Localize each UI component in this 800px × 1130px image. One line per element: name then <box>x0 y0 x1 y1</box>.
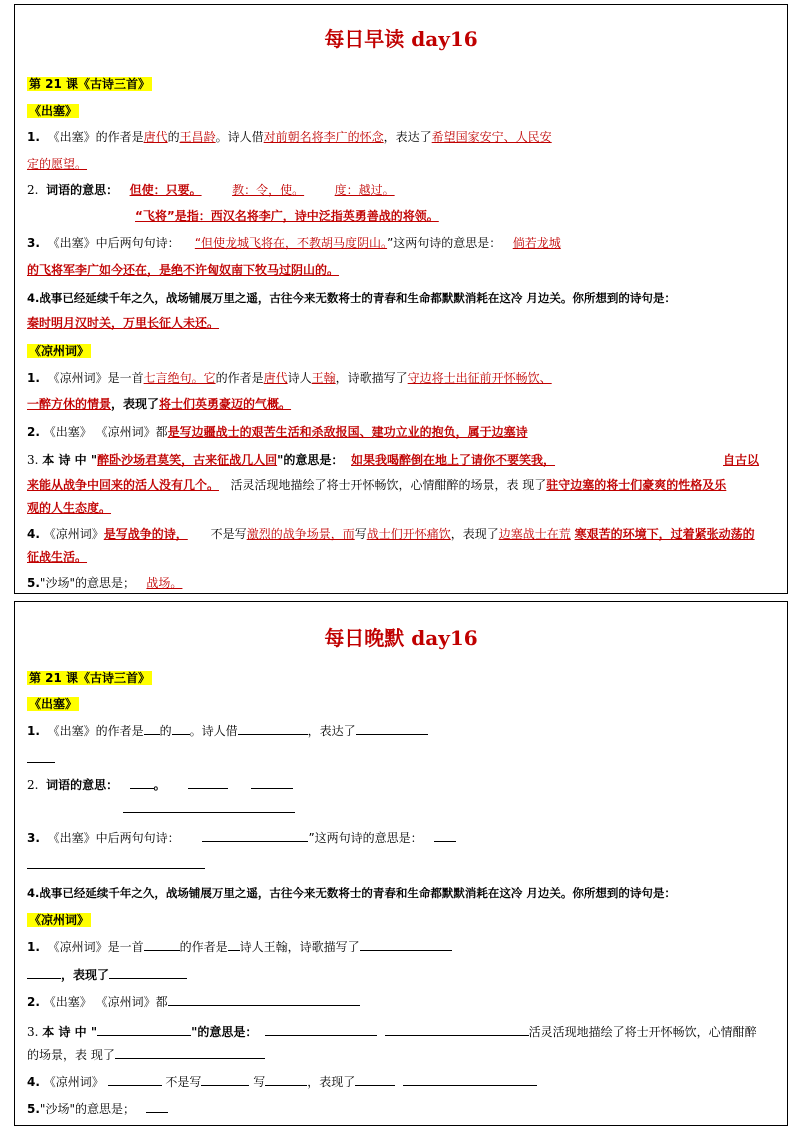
answer: “但使龙城飞将在，不教胡马度阴山。 <box>194 236 388 250</box>
blank-field[interactable] <box>27 856 205 869</box>
chusai-q4 <box>27 289 777 307</box>
liangzhou-q3-cont <box>27 1046 777 1064</box>
chusai-q1-cont <box>27 750 777 768</box>
q-text: 《凉州词》是一首 <box>47 371 144 385</box>
q-number: 4. <box>27 1075 40 1089</box>
liangzhou-q1 <box>27 369 777 387</box>
blank-field[interactable] <box>403 1073 537 1086</box>
blank-field[interactable] <box>202 829 308 842</box>
lesson-heading <box>27 75 777 93</box>
q-text: 活灵活现地描绘了将士开怀畅饮，心情酣醉 <box>528 1025 757 1039</box>
answer: 七言绝句。它 <box>143 371 216 385</box>
answer: 但使：只要。 <box>129 183 202 197</box>
answer: 如果我喝醉倒在地上了请你不要笑我， <box>351 453 556 467</box>
q-text: 《凉州词》 <box>43 1075 104 1089</box>
answer: 守边将士出征前开怀畅饮、 <box>407 371 552 385</box>
q-text: 《出塞》的作者是 <box>47 724 144 738</box>
q-text: ，表现了 <box>450 527 499 541</box>
liangzhou-q3-cont2 <box>27 499 777 517</box>
blank-field[interactable] <box>27 750 55 763</box>
answer: 是写边疆战士的艰苦生活和杀敌报国、建功立业的抱负，属于边塞诗 <box>167 425 528 439</box>
chusai-q2-cont <box>123 800 777 818</box>
q-number: 4. <box>27 527 40 541</box>
answer: 度：越过。 <box>334 183 395 197</box>
q-text: 活灵活现地描绘了将士开怀畅饮，心情酣醉的场景，表 现了 <box>230 478 547 492</box>
blank-field[interactable] <box>130 776 154 789</box>
chusai-q3 <box>27 234 777 252</box>
chusai-q3 <box>27 829 777 847</box>
blank-field[interactable] <box>144 722 160 735</box>
liangzhou-q3 <box>27 1023 777 1041</box>
q-number: 2. <box>27 778 39 792</box>
blank-field[interactable] <box>109 966 187 979</box>
q-text: 诗人 <box>287 371 312 385</box>
q-text: 《出塞》中后两句句诗： <box>47 831 180 845</box>
q-text: ”这两句诗的意思是： <box>308 831 423 845</box>
q-number: 3. <box>27 236 40 250</box>
liangzhou-q1-cont <box>27 395 777 413</box>
q-text: 写 <box>354 527 367 541</box>
liangzhou-q3-cont <box>27 476 777 494</box>
q-text: 的场景，表 现了 <box>27 1048 115 1062</box>
q-text: 《出塞》 《凉州词》都 <box>43 995 168 1009</box>
q-text: 《凉州词》是一首 <box>47 940 144 954</box>
chusai-q2-cont <box>135 207 777 225</box>
q-text: 不是写 <box>165 1075 202 1089</box>
blank-field[interactable] <box>201 1073 249 1086</box>
q-text: 写 <box>253 1075 266 1089</box>
q-text: 本 诗 中 " <box>42 1025 98 1039</box>
blank-field[interactable] <box>434 829 456 842</box>
q-text: "沙场"的意思是； <box>39 1102 135 1116</box>
chusai-q3-cont <box>27 856 777 874</box>
answer: 一醉方休的情景 <box>27 397 112 411</box>
answer: “飞将”是指：西汉名将李广，诗中泛指英勇善战的将领。 <box>135 209 439 223</box>
q-number: 2. <box>27 425 40 439</box>
q-text: 《出塞》中后两句句诗： <box>47 236 180 250</box>
q-number: 5. <box>27 1102 40 1116</box>
q-text: 的 <box>167 130 180 144</box>
answer: 激烈的战争场景，而 <box>246 527 355 541</box>
q-text: 《出塞》的作者是 <box>47 130 144 144</box>
liangzhou-label: 《凉州词》 <box>29 344 90 358</box>
answer: 的飞将军李广如今还在，是绝不许匈奴南下牧马过阴山的。 <box>27 263 340 277</box>
answer: 战场。 <box>146 576 183 590</box>
q-label: 词语的意思： <box>46 183 119 197</box>
q-text: ，表现了 <box>307 1075 356 1089</box>
chusai-label: 《出塞》 <box>29 104 78 118</box>
liangzhou-q5 <box>27 1100 777 1118</box>
liangzhou-q4 <box>27 525 777 543</box>
morning-title: 每日早读 day16 <box>324 27 478 51</box>
q-text: ，表达了 <box>383 130 432 144</box>
answer: 征战生活。 <box>27 550 88 564</box>
q-text: "沙场"的意思是； <box>39 576 135 590</box>
q-number: 1. <box>27 724 40 738</box>
liangzhou-q2 <box>27 423 777 441</box>
answer: 唐代 <box>143 130 168 144</box>
blank-field[interactable] <box>265 1073 307 1086</box>
q-text: 的作者是 <box>215 371 264 385</box>
evening-dictation-panel <box>14 601 788 1126</box>
q-text: 的 <box>159 724 172 738</box>
liangzhou-q1 <box>27 938 777 956</box>
chusai-q4 <box>27 884 777 902</box>
q-text: 《出塞》 《凉州词》都 <box>43 425 168 439</box>
liangzhou-q3 <box>27 451 777 469</box>
lesson-heading <box>27 669 777 687</box>
q-text: "的意思是： <box>277 453 344 467</box>
liangzhou-q2 <box>27 993 777 1011</box>
blank-field[interactable] <box>356 722 428 735</box>
q-text: "的意思是： <box>191 1025 258 1039</box>
q-text: 本 诗 中 " <box>42 453 98 467</box>
liangzhou-label: 《凉州词》 <box>29 913 90 927</box>
blank-field[interactable] <box>355 1073 395 1086</box>
q-text: ，表达了 <box>307 724 356 738</box>
blank-field[interactable] <box>188 776 228 789</box>
q-number: 1. <box>27 940 40 954</box>
blank-field[interactable] <box>238 722 308 735</box>
blank-field[interactable] <box>115 1046 265 1059</box>
evening-title: 每日晚默 day16 <box>324 626 478 650</box>
q-text: 《凉州词》 <box>43 527 104 541</box>
blank-field[interactable] <box>168 993 360 1006</box>
answer: 战士们开怀痛饮 <box>366 527 451 541</box>
liangzhou-q1-cont <box>27 966 777 984</box>
answer: 来能从战争中回来的活人没有几个。 <box>27 478 220 492</box>
blank-field[interactable] <box>251 776 293 789</box>
liangzhou-heading <box>27 342 777 360</box>
answer: 是写战争的诗， <box>103 527 188 541</box>
answer: 倘若龙城 <box>512 236 561 250</box>
q-text: ”这两句诗的意思是： <box>387 236 502 250</box>
chusai-q1 <box>27 128 777 146</box>
liangzhou-q4 <box>27 1073 777 1091</box>
blank-field[interactable] <box>146 1100 168 1113</box>
q-text: 。诗人借 <box>215 130 264 144</box>
answer: 自古以 <box>723 453 760 467</box>
answer: 秦时明月汉时关，万里长征人未还。 <box>27 316 220 330</box>
chusai-q1-cont <box>27 155 777 173</box>
answer: 对前朝名将李广的怀念 <box>263 130 384 144</box>
q-text: ，表现了 <box>111 397 160 411</box>
answer: 王昌龄 <box>179 130 216 144</box>
chusai-label: 《出塞》 <box>29 697 78 711</box>
blank-field[interactable] <box>360 938 452 951</box>
q-text: ，诗歌描写了 <box>335 371 408 385</box>
answer: 驻守边塞的将士们豪爽的性格及乐 <box>546 478 727 492</box>
q-number: 1. <box>27 130 40 144</box>
chusai-heading <box>27 102 777 120</box>
q-number: 5. <box>27 576 40 590</box>
answer: 教：令，使。 <box>232 183 305 197</box>
q-text: 诗人王翰，诗歌描写了 <box>239 940 360 954</box>
chusai-heading <box>27 695 777 713</box>
q-text: ，表现了 <box>61 968 110 982</box>
chusai-q2 <box>27 181 777 199</box>
answer: 将士们英勇豪迈的气概。 <box>159 397 292 411</box>
answer: 边塞战士在荒 <box>498 527 571 541</box>
answer: 寒艰苦的环境下，过着紧张动荡的 <box>574 527 755 541</box>
blank-field[interactable] <box>27 966 61 979</box>
answer: 希望国家安宁、人民安 <box>431 130 552 144</box>
q-number: 2. <box>27 183 39 197</box>
q-number: 3. <box>27 831 40 845</box>
q-number: 2. <box>27 995 40 1009</box>
q-text: 不是写 <box>210 527 247 541</box>
q-number: 3. <box>27 1025 39 1039</box>
chusai-q4-ans <box>27 314 777 332</box>
lesson-label: 第 21 课《古诗三首》 <box>29 77 151 91</box>
blank-field[interactable] <box>228 938 240 951</box>
answer: 唐代 <box>263 371 288 385</box>
q-number: 3. <box>27 453 39 467</box>
q-text: 4.战事已经延续千年之久，战场铺展万里之遥，古往今来无数将士的青春和生命都默默消耗在这冷 月边关。你所想到的诗句是： <box>27 291 676 305</box>
q-number: 1. <box>27 371 40 385</box>
blank-field[interactable] <box>385 1023 529 1036</box>
blank-field[interactable] <box>144 938 180 951</box>
chusai-q2 <box>27 776 777 794</box>
lesson-label: 第 21 课《古诗三首》 <box>29 671 151 685</box>
q-text: 的作者是 <box>179 940 228 954</box>
chusai-q3-cont <box>27 261 777 279</box>
answer: 定的愿望。 <box>27 157 88 171</box>
liangzhou-q5 <box>27 574 777 592</box>
blank-field[interactable] <box>172 722 190 735</box>
q-label: 词语的意思： <box>46 778 119 792</box>
blank-field[interactable] <box>97 1023 191 1036</box>
answer: 王翰 <box>311 371 336 385</box>
blank-field[interactable] <box>265 1023 377 1036</box>
liangzhou-heading <box>27 911 777 929</box>
answer: 观的人生态度。 <box>27 501 112 515</box>
blank-field[interactable] <box>108 1073 162 1086</box>
chusai-q1 <box>27 722 777 740</box>
q-text: 。 <box>153 778 166 792</box>
blank-field[interactable] <box>123 800 295 813</box>
answer: 醉卧沙场君莫笑，古来征战几人回 <box>97 453 278 467</box>
liangzhou-q4-cont <box>27 548 777 566</box>
morning-reading-panel <box>14 4 788 594</box>
q-text: 。诗人借 <box>189 724 238 738</box>
q-text: 4.战事已经延续千年之久，战场铺展万里之遥，古往今来无数将士的青春和生命都默默消耗在这冷 月边关。你所想到的诗句是： <box>27 886 676 900</box>
